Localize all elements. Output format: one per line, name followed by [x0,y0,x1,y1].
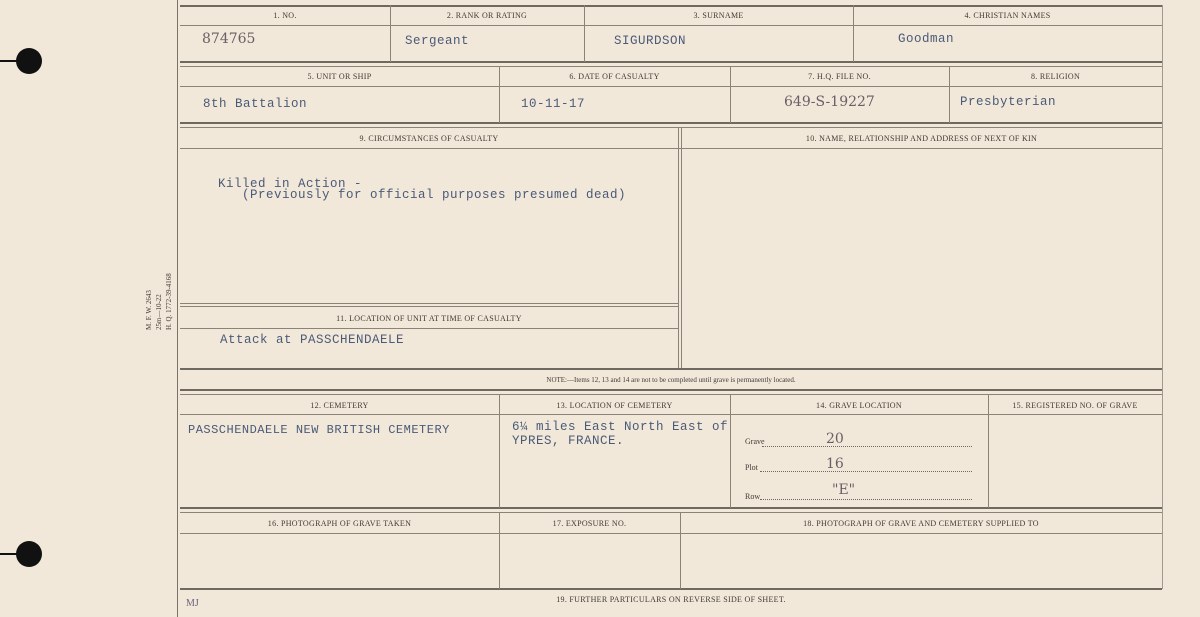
row1-bottom-rule [180,61,1162,63]
row2-top-rule [180,66,1162,67]
registered-no-header: 15. REGISTERED NO. OF GRAVE [1012,401,1138,410]
row-label: Row [745,492,761,501]
date-value: 10-11-17 [521,97,586,111]
row-dotted-line [760,499,972,500]
photo-supplied-header: 18. PHOTOGRAPH OF GRAVE AND CEMETERY SUPPLIED TO [803,519,1039,528]
row2-bottom-rule [180,122,1162,124]
row3-header-rule [180,148,1162,149]
punch-hole-bottom-tail [0,553,22,555]
plot-label: Plot [745,463,758,472]
row1-top-rule [180,5,1162,7]
unit-header: 5. UNIT OR SHIP [307,72,372,81]
left-margin-rule [177,0,178,617]
unit-value: 8th Battalion [203,97,308,111]
grave-label: Grave [745,437,765,446]
row5-bottom-rule [180,588,1162,590]
surname-header: 3. SURNAME [693,11,744,20]
row3-bottom-rule [180,368,1162,370]
location-top-rule-2 [180,306,678,307]
row4-header-rule [180,414,1162,415]
right-margin-rule [1162,5,1163,589]
note-bottom-rule [180,389,1162,391]
row3-top-rule [180,127,1162,128]
cemetery-value: PASSCHENDAELE NEW BRITISH CEMETERY [188,423,450,437]
file-number-value: 649-S-19227 [784,94,875,110]
unit-location-value: Attack at PASSCHENDAELE [220,333,405,347]
rank-header: 2. RANK OR RATING [446,11,528,20]
row4-top-rule [180,394,1162,395]
row-value: "E" [832,482,856,498]
file-header: 7. H.Q. FILE NO. [808,72,871,81]
religion-value: Presbyterian [960,95,1057,109]
grave-value: 20 [826,431,844,447]
cemetery-location-header: 13. LOCATION OF CEMETERY [556,401,673,410]
plot-value: 16 [826,456,844,472]
row3-divider [678,127,679,369]
circumstances-header: 9. CIRCUMSTANCES OF CASUALTY [359,134,499,143]
plot-dotted-line [760,471,972,472]
row3-divider-inner [681,127,682,369]
row5-top-rule [180,512,1162,513]
clerk-initials: MJ [186,598,199,609]
grave-note: NOTE:—Items 12, 13 and 14 are not to be completed until grave is permanently located. [546,376,796,384]
location-top-rule [180,303,678,304]
christian-names-header: 4. CHRISTIAN NAMES [964,11,1051,20]
surname-value: SIGURDSON [614,34,687,48]
form-code-2: 25m—10-22 [155,294,163,330]
unit-location-header: 11. LOCATION OF UNIT AT TIME OF CASUALTY [336,314,522,323]
grave-dotted-line [762,446,972,447]
religion-header: 8. RELIGION [1030,72,1081,81]
cemetery-location-line-1: 6¼ miles East North East of [512,420,729,434]
form-code-1: M. F. W. 2643 [145,290,153,330]
next-of-kin-header: 10. NAME, RELATIONSHIP AND ADDRESS OF NEXT OF KIN [805,134,1038,143]
punch-hole-top-tail [0,60,22,62]
date-header: 6. DATE OF CASUALTY [569,72,660,81]
row5-header-rule [180,533,1162,534]
circumstances-line-1: Killed in Action - [218,177,363,191]
form-code-3: H. Q. 1772-39-4168 [165,273,173,330]
rank-value: Sergeant [405,34,470,48]
row4-divider-2 [730,394,731,508]
row2-header-rule [180,86,1162,87]
cemetery-location-line-2: YPRES, FRANCE. [512,434,625,448]
row1-header-rule [180,25,1162,26]
row4-divider-1 [499,394,500,508]
location-header-rule [180,328,678,329]
photo-taken-header: 16. PHOTOGRAPH OF GRAVE TAKEN [267,519,412,528]
grave-location-header: 14. GRAVE LOCATION [816,401,902,410]
circumstances-line-2: (Previously for official purposes presumed dead) [242,188,627,202]
row4-bottom-rule [180,507,1162,509]
further-particulars-footer: 19. FURTHER PARTICULARS ON REVERSE SIDE OF SHEET. [556,595,786,604]
exposure-header: 17. EXPOSURE NO. [552,519,627,528]
cemetery-header: 12. CEMETERY [310,401,369,410]
row4-divider-3 [988,394,989,508]
service-number: 874765 [202,31,256,47]
christian-names-value: Goodman [898,32,955,46]
no-header: 1. NO. [273,11,297,20]
